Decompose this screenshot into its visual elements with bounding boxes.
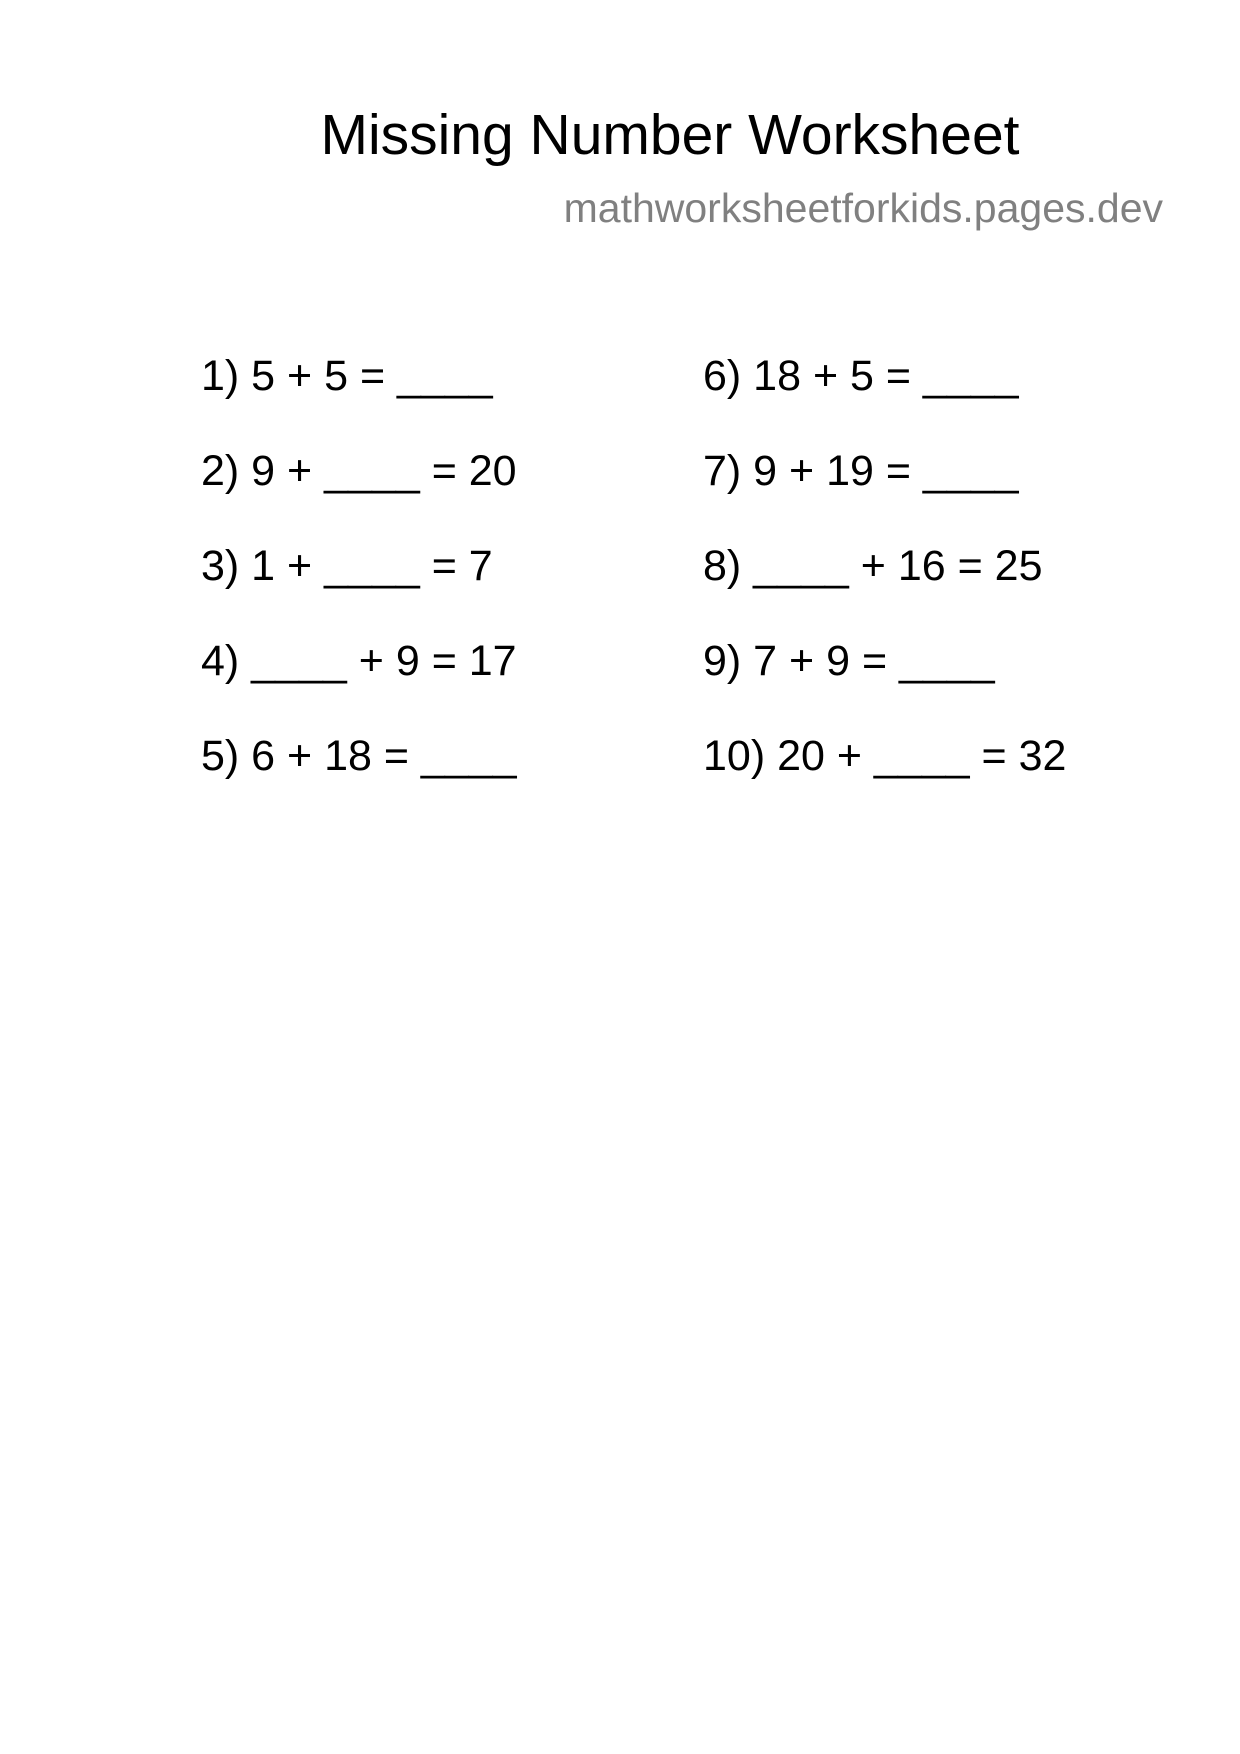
problem-item-6: 6) 18 + 5 = ____ [703, 352, 1019, 400]
problem-item-1: 1) 5 + 5 = ____ [201, 352, 493, 400]
problem-item-10: 10) 20 + ____ = 32 [703, 732, 1067, 780]
problem-item-9: 9) 7 + 9 = ____ [703, 637, 995, 685]
worksheet-title: Missing Number Worksheet [320, 103, 1020, 167]
problem-item-7: 7) 9 + 19 = ____ [703, 447, 1019, 495]
problem-column-left [201, 350, 517, 825]
problem-column-right [703, 350, 1066, 825]
website-url: mathworksheetforkids.pages.dev [563, 185, 1163, 231]
problem-item-8: 8) ____ + 16 = 25 [703, 542, 1043, 590]
problem-item-4: 4) ____ + 9 = 17 [201, 637, 517, 685]
problem-item-3: 3) 1 + ____ = 7 [201, 542, 493, 590]
problem-item-5: 5) 6 + 18 = ____ [201, 732, 517, 780]
problem-item-2: 2) 9 + ____ = 20 [201, 447, 517, 495]
